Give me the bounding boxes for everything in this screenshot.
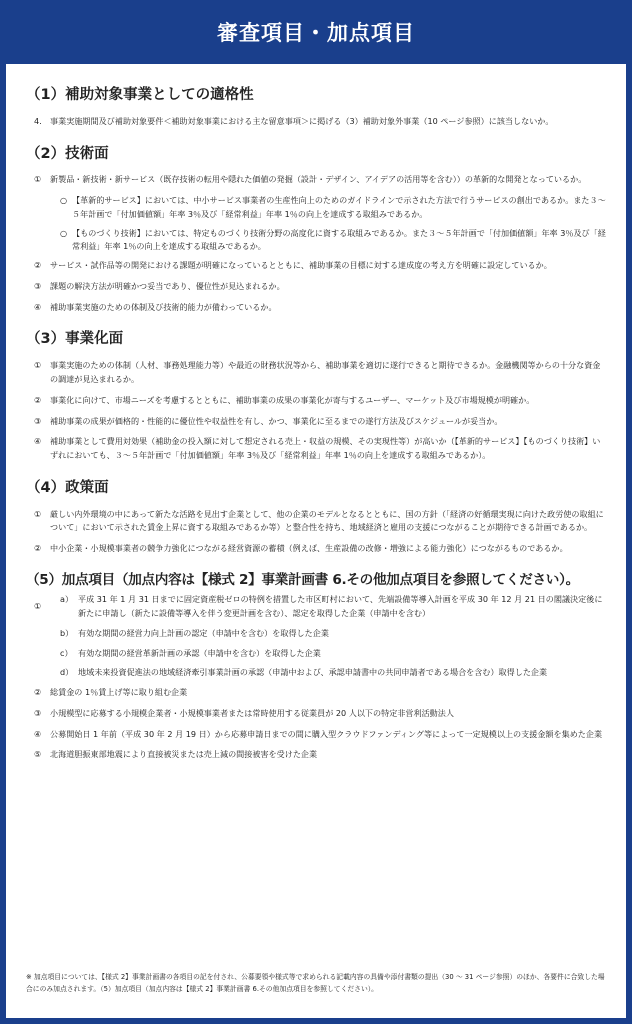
sub-item-mark: a）	[60, 594, 74, 605]
sub-item-text: 【ものづくり技術】においては、特定ものづくり技術分野の高度化に資する取組みであるか。また３～５年計画で「付加価値額」年率 3％及び「経常利益」年率 1％の向上を達成する取組みであるか。	[72, 227, 606, 252]
item-number: ④	[34, 728, 42, 739]
list-item	[26, 542, 606, 556]
sub-item-mark: b）	[60, 627, 74, 638]
sub-item-mark: c）	[60, 647, 73, 658]
item-text: 北海道胆振東部地震により直接被災または売上減の間接被害を受けた企業	[50, 749, 318, 760]
item-number: 4.	[34, 115, 42, 126]
section-title: （1）補助対象事業としての適格性	[26, 87, 254, 103]
item-text: 課題の解決方法が明確かつ妥当であり、優位性が見込まれるか。	[50, 280, 285, 291]
item-number: ③	[34, 280, 42, 291]
item-number: ①	[34, 360, 42, 371]
item-number: ⑤	[34, 749, 42, 760]
page-header	[0, 0, 632, 64]
list-item	[26, 728, 606, 742]
item-number: ①	[34, 508, 42, 519]
sub-item-mark: d）	[60, 667, 74, 678]
item-number: ①	[34, 600, 42, 611]
sub-item-text: 有効な期間の経営革新計画の承認（申請中を含む）を取得した企業	[78, 647, 321, 658]
sub-item-text: 地域未来投資促進法の地域経済牽引事業計画の承認（申請中および、承認申請書中の共同申請者である場合を含む）取得した企業	[78, 667, 548, 678]
sub-item-text: 平成 31 年 1 月 31 日までに固定資産税ゼロの特例を措置した市区町村において、先端設備等導入計画を平成 30 年 12 月 21 日の閣議決定後に新たに申請し（新たに設備等導入を伴う変更計画を含む）、認定を取得した企業（申請中を含む）	[78, 594, 603, 619]
item-text: 厳しい内外環境の中にあって新たな活路を見出す企業として、他の企業のモデルとなるとともに、国の方針（「経済の好循環実現に向けた政労使の取組について」において示された賃金上昇に資する取組みであるか等）と整合性を持ち、地域経済と雇用の支援につながることが期待できる計画であるか。	[50, 508, 604, 533]
list-item	[26, 173, 606, 187]
section-title: （2）技術面	[26, 145, 109, 162]
item-text: 補助事業の成果が価格的・性能的に優位性や収益性を有し、かつ、事業化に至るまでの遂行方法及びスケジュールが妥当か。	[50, 415, 503, 426]
circle-bullet: ○	[60, 195, 68, 206]
section-title: （5）加点項目（加点内容は【様式 2】事業計画書 6.その他加点項目を参照してください）。	[26, 571, 579, 588]
circle-bullet: ○	[60, 227, 68, 238]
item-number: ②	[34, 687, 42, 698]
list-item	[26, 707, 606, 721]
list-item	[26, 415, 606, 429]
item-number: ①	[34, 174, 42, 185]
item-text: 事業実施のための体制（人材、事務処理能力等）や最近の財務状況等から、補助事業を適切に遂行できると期待できるか。金融機関等からの十分な資金の調達が見込まれるか。	[50, 360, 601, 385]
item-text: 公募開始日 1 年前（平成 30 年 2 月 19 日）から応募申請日までの間に購入型クラウドファンディング等によって一定規模以上の支援金額を集めた企業	[50, 728, 603, 739]
list-item	[26, 259, 606, 273]
list-item	[26, 748, 606, 762]
list-item	[26, 280, 606, 294]
item-text: 新製品・新技術・新サービス（既存技術の転用や隠れた価値の発掘（設計・デザイン、アイデアの活用等を含む））の革新的な開発となっているか。	[50, 174, 587, 185]
item-text: 小規模型に応募する小規模企業者・小規模事業者または常時使用する従業員が 20 人以下の特定非営利活動法人	[50, 707, 454, 718]
sub-item-text: 有効な期間の経営力向上計画の認定（申請中を含む）を取得した企業	[78, 627, 329, 638]
sub-item	[26, 227, 606, 255]
item-number: ③	[34, 415, 42, 426]
item-number: ②	[34, 260, 42, 271]
item-text: 補助事業実施のための体制及び技術的能力が備わっているか。	[50, 301, 277, 312]
list-item	[26, 508, 606, 536]
section-title: （3）事業化面	[26, 331, 124, 348]
list-item	[26, 115, 606, 129]
sub-item	[26, 194, 606, 222]
page-title: 審査項目・加点項目	[217, 21, 415, 45]
list-item	[26, 394, 606, 408]
list-item	[26, 686, 606, 700]
footnote: ※ 加点項目については、【様式 2】事業計画書の各項目の記を付され、公募要領や様式等で求められる記載内容の具備や添付書類の提出（30 ～ 31 ページ参照）のほか、各要件に合致した場合にのみ加点されます。（5）加点項目（加点内容は【様式 2】事業計画書 6.その他加点項目を参照してください）。	[26, 973, 605, 993]
item-number: ②	[34, 394, 42, 405]
item-text: サービス・試作品等の開発における課題が明確になっているとともに、補助事業の目標に対する達成度の考え方を明確に設定しているか。	[50, 260, 552, 271]
sub-item-text: 【革新的サービス】においては、中小サービス事業者の生産性向上のためのガイドラインで示された方法で行うサービスの創出であるか。また３～５年計画で「付加価値額」年率 3％及び「経常利益」年率 1％の向上を達成する取組みであるか。	[72, 195, 606, 219]
item-text: 事業化に向けて、市場ニーズを考慮するとともに、補助事業の成果の事業化が寄与するユーザー、マーケット及び市場規模が明確か。	[50, 394, 535, 405]
item-text: 中小企業・小規模事業者の競争力強化につながる経営資源の蓄積（例えば、生産設備の改修・増強による能力強化）につながるものであるか。	[50, 543, 568, 554]
item-number: ④	[34, 301, 42, 312]
item-text: 事業実施期間及び補助対象要件＜補助対象事業における主な留意事項＞に掲げる（3）補助対象外事業（10 ページ参照）に該当しないか。	[50, 115, 554, 126]
item-text: 補助事業として費用対効果（補助金の投入額に対して想定される売上・収益の規模、その実現性等）が高いか（【革新的サービス】【ものづくり技術】いずれにおいても、３～５年計画で「付加価値額」年率 3％及び「経常利益」年率 1％の向上を達成する取組みであるか）。	[50, 436, 601, 461]
sub-item	[26, 593, 606, 621]
item-number: ③	[34, 707, 42, 718]
sub-item	[26, 627, 606, 641]
section-technical	[26, 145, 606, 315]
section-title: （4）政策面	[26, 479, 109, 496]
section-bonus-points	[26, 572, 606, 762]
content-panel	[6, 64, 626, 1018]
list-item	[26, 435, 606, 463]
section-eligibility	[26, 86, 606, 129]
item-text: 総賃金の 1％賃上げ等に取り組む企業	[50, 687, 188, 698]
list-item	[26, 359, 606, 387]
sub-item	[26, 666, 606, 680]
item-number: ④	[34, 436, 42, 447]
section-policy	[26, 479, 606, 556]
item-number: ②	[34, 543, 42, 554]
sub-item	[26, 647, 606, 661]
list-item	[26, 301, 606, 315]
section-commercialization	[26, 330, 606, 462]
